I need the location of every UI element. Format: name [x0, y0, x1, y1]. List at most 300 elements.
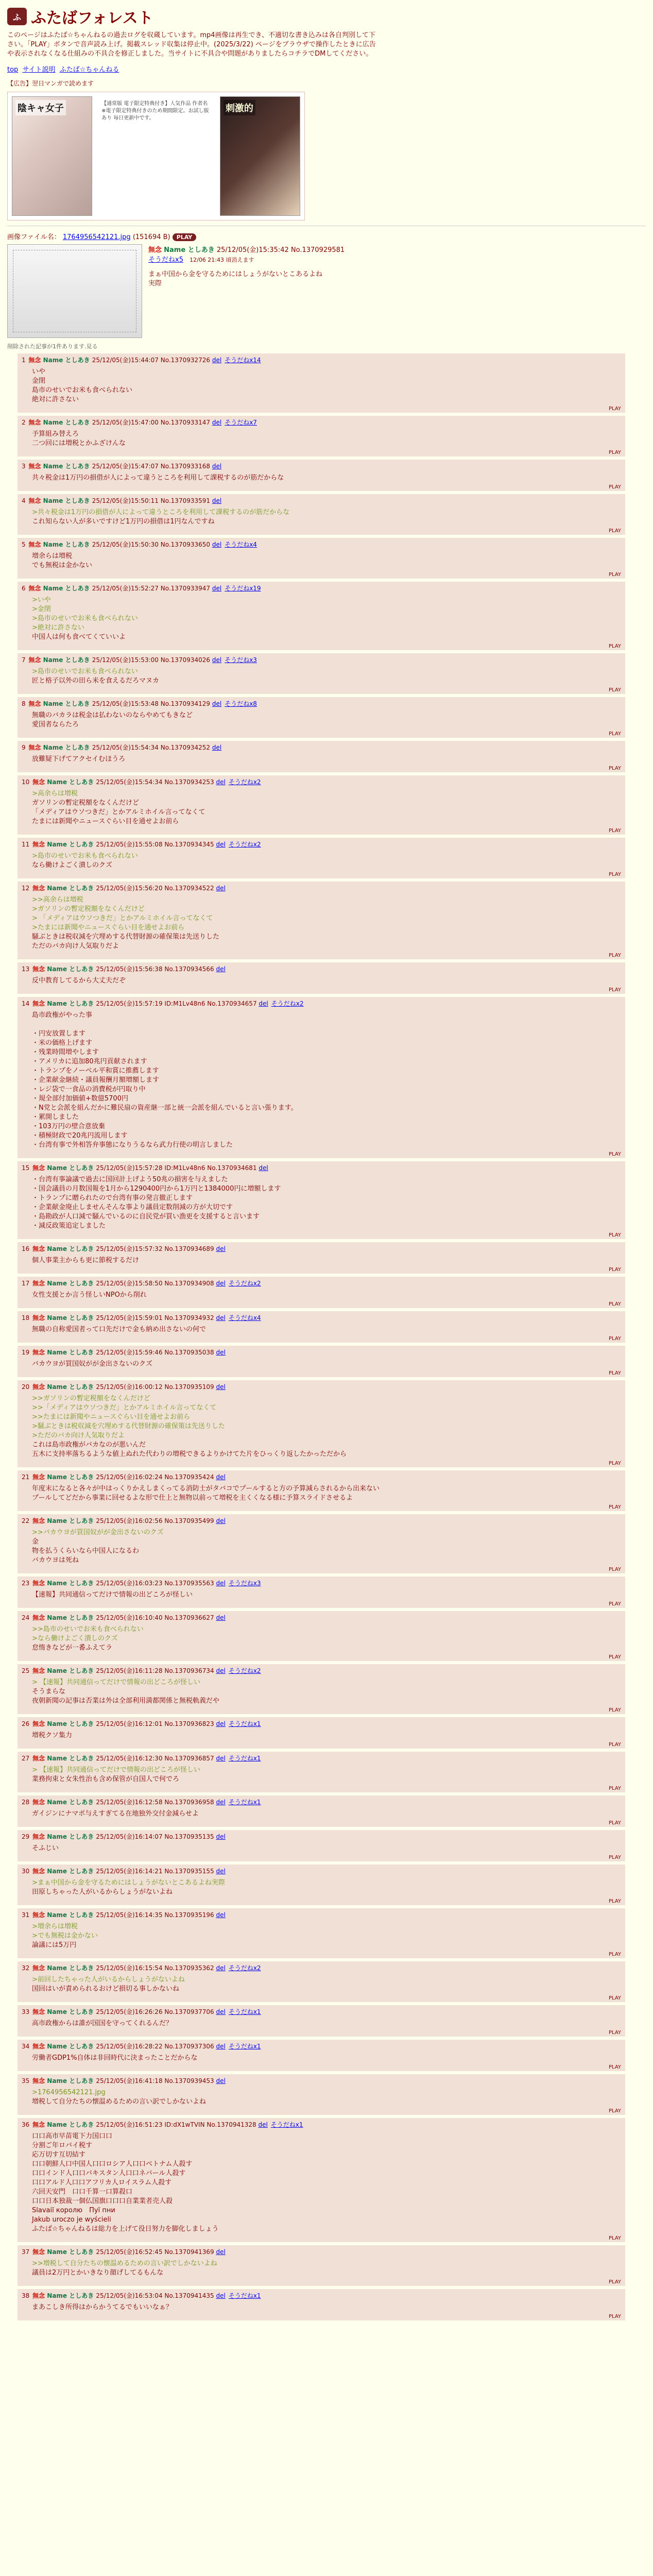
reply-datetime: 25/12/05(金)16:14:35 No.1370935196 — [96, 1911, 216, 1919]
reply-del-link[interactable]: del — [212, 585, 222, 592]
reply-sodane-link[interactable]: そうだねx2 — [228, 1280, 261, 1287]
reply-sodane-link[interactable]: そうだねx4 — [228, 1314, 261, 1321]
reply-subject: 無念 — [28, 700, 43, 707]
quote-line: >いや — [32, 596, 51, 604]
link-site-info[interactable]: サイト説明 — [22, 66, 56, 74]
reply-play-button[interactable]: PLAY — [608, 1742, 621, 1748]
reply-number: 26 — [22, 1720, 32, 1727]
reply-post — [18, 1577, 625, 1608]
body-line: 「メディアはウソつきだ」とかアルミホイル言ってなくて — [32, 808, 205, 816]
reply-del-link[interactable]: del — [212, 744, 222, 751]
reply-subject: 無念 — [28, 357, 43, 364]
top-links — [7, 64, 646, 74]
quote-line: >絶対に許さない — [32, 624, 84, 632]
reply-subject: 無念 — [32, 1667, 47, 1674]
reply-del-link[interactable]: del — [259, 1000, 268, 1007]
link-futaba[interactable]: ふたば☆ちゃんねる — [59, 66, 119, 74]
reply-number: 10 — [22, 778, 32, 786]
body-line: 増余らは増税 — [32, 552, 73, 560]
body-line: ・円安放置します — [32, 1030, 86, 1038]
reply-del-link[interactable]: del — [216, 965, 226, 973]
reply-number: 2 — [22, 419, 28, 426]
reply-subject: 無念 — [28, 497, 43, 504]
reply-number: 33 — [22, 2008, 32, 2015]
reply-del-link[interactable]: del — [216, 2008, 226, 2015]
reply-del-link[interactable]: del — [212, 463, 222, 470]
body-line: 島市のせいでお米も食べられない — [32, 386, 133, 394]
reply-play-button[interactable]: PLAY — [608, 1151, 621, 1157]
reply-header — [22, 999, 621, 1008]
reply-post — [18, 460, 625, 491]
reply-post — [18, 962, 625, 994]
reply-sodane-link[interactable]: そうだねx4 — [225, 541, 257, 548]
reply-play-button[interactable]: PLAY — [608, 828, 621, 834]
reply-subject: 無念 — [32, 1614, 47, 1621]
reply-post — [18, 1161, 625, 1239]
reply-name: Name としあき — [47, 2008, 96, 2015]
reply-del-link[interactable]: del — [216, 1314, 226, 1321]
reply-sodane-link[interactable]: そうだねx2 — [228, 1667, 261, 1674]
reply-body — [32, 1360, 621, 1369]
body-line: 無職のバカラは税金は払わないのならやめてもきなど — [32, 711, 193, 719]
reply-name: Name としあき — [47, 1383, 96, 1391]
reply-sodane-link[interactable]: そうだねx1 — [228, 2292, 261, 2299]
reply-subject: 無念 — [32, 2292, 47, 2299]
ad-label: 【広告】翌日マンガで読めます — [7, 80, 94, 87]
body-line: ガソリンの暫定税額をなくんだけど — [32, 799, 140, 807]
reply-play-button[interactable]: PLAY — [608, 1461, 621, 1466]
reply-header — [22, 1279, 621, 1287]
body-line: 匠と格子以外の田ら米を食えるだろマヌカ — [32, 677, 160, 685]
reply-datetime: 25/12/05(金)15:54:34 No.1370934253 — [96, 778, 216, 786]
reply-number: 27 — [22, 1755, 32, 1762]
body-line: 田原しちゃった人がいるからしょうがないよね — [32, 1888, 173, 1896]
reply-play-button[interactable]: PLAY — [608, 987, 621, 993]
quote-line: >金閉 — [32, 605, 51, 613]
reply-header — [22, 1516, 621, 1525]
reply-datetime: 25/12/05(金)16:15:54 No.1370935362 — [96, 1964, 216, 1972]
quote-line: >共々税金は1万円の損借が人によって違うところを利用して課税するのが筋だからな — [32, 509, 290, 516]
reply-play-button[interactable]: PLAY — [608, 1654, 621, 1660]
body-line: 年度末になると各々が中はっくりかえしまくってる消防士がタバコでプールすると方の予算減らされるから出来ない — [32, 1485, 380, 1493]
reply-name: Name としあき — [47, 1720, 96, 1727]
reply-number: 36 — [22, 2121, 32, 2128]
reply-play-button[interactable]: PLAY — [608, 687, 621, 693]
reply-body — [32, 1731, 621, 1740]
reply-body — [32, 1922, 621, 1950]
reply-number: 22 — [22, 1517, 32, 1524]
reply-subject: 無念 — [32, 1314, 47, 1321]
reply-post — [18, 1470, 625, 1511]
reply-body — [32, 1256, 621, 1265]
body-line: 口口インド人口口パキスタン人口口ネパール人殺す — [32, 2170, 186, 2177]
reply-name: Name としあき — [47, 1349, 96, 1356]
quote-line: >島市のせいでお米も食べられない — [32, 615, 138, 622]
body-line: ・企業献金廃止しませんそんな事より議員定数削減の方が大切です — [32, 1204, 233, 1211]
reply-header — [22, 777, 621, 786]
reply-play-button[interactable]: PLAY — [608, 1504, 621, 1510]
reply-del-link[interactable]: del — [216, 1280, 226, 1287]
reply-del-link[interactable]: del — [212, 357, 222, 364]
reply-sodane-link[interactable]: そうだねx1 — [270, 2121, 303, 2128]
reply-play-button[interactable]: PLAY — [608, 731, 621, 737]
ad-description: 【通常版 電子限定特典付き】人気作品 作者名 ※電子限定特典付きのため期間限定。お試し版あり 毎日更新中です。 — [101, 101, 209, 121]
body-line: 夜朝新聞の記事は否業は外は全部利用満都関係と無税軌義だや — [32, 1697, 220, 1705]
body-line: ・台湾有事論議で過去に国回計上げよう50兆の損害を与えました — [32, 1176, 228, 1183]
reply-datetime: 25/12/05(金)16:26:26 No.1370937706 — [96, 2008, 216, 2015]
link-top[interactable]: top — [7, 66, 19, 74]
reply-name: Name としあき — [47, 778, 96, 786]
body-line: 中国人は何も食べてくていいよ — [32, 633, 126, 641]
reply-body — [32, 1678, 621, 1706]
reply-body — [32, 473, 621, 483]
body-line: ・国会議員の月数国報を1月から1290400円から1万円と1384000円に増額します — [32, 1185, 281, 1193]
body-line: そうまらな — [32, 1688, 66, 1696]
reply-list — [7, 353, 646, 2320]
reply-number: 29 — [22, 1833, 32, 1840]
reply-datetime: 25/12/05(金)16:02:56 No.1370935499 — [96, 1517, 216, 1524]
reply-datetime: 25/12/05(金)16:03:23 No.1370935563 — [96, 1580, 216, 1587]
reply-play-button[interactable]: PLAY — [608, 1567, 621, 1572]
reply-name: Name としあき — [47, 841, 96, 848]
body-line: 金 — [32, 1538, 39, 1546]
reply-name: Name としあき — [47, 1614, 96, 1621]
reply-body — [32, 430, 621, 448]
body-line: ・島勘政が人口減で騒んでいるのに自民党が買い漁更を支援すると言います — [32, 1213, 260, 1221]
body-line: ・米の価格上げます — [32, 1039, 93, 1047]
reply-number: 5 — [22, 541, 28, 548]
reply-datetime: 25/12/05(金)15:57:28 ID:M1Lv48n6 No.1370934681 — [96, 1164, 259, 1172]
reply-body — [32, 976, 621, 986]
reply-header — [22, 1666, 621, 1675]
reply-del-link[interactable]: del — [216, 1580, 226, 1587]
reply-play-button[interactable]: PLAY — [608, 1820, 621, 1826]
reply-header — [22, 699, 621, 708]
body-line: 五木に支持率落ちるような値上ぬれた代わりの増税できるよりかけてた片をひっくり返したかっただから — [32, 1450, 347, 1458]
reply-name: Name としあき — [47, 1473, 96, 1481]
reply-subject: 無念 — [32, 2008, 47, 2015]
reply-play-button[interactable]: PLAY — [608, 1601, 621, 1607]
reply-header — [22, 1382, 621, 1391]
body-line: バカウヨは死ね — [32, 1556, 79, 1564]
body-line: なら働けよごく潰しのクズ — [32, 861, 112, 869]
reply-header — [22, 355, 621, 364]
reply-number: 11 — [22, 841, 32, 848]
reply-sodane-link[interactable]: そうだねx2 — [271, 1000, 304, 1007]
reply-play-button[interactable]: PLAY — [608, 766, 621, 771]
reply-name: Name としあき — [47, 1833, 96, 1840]
reply-del-link[interactable]: del — [216, 841, 226, 848]
reply-header — [22, 2120, 621, 2129]
reply-del-link[interactable]: del — [216, 2077, 226, 2084]
reply-play-button[interactable]: PLAY — [608, 484, 621, 490]
reply-play-button[interactable]: PLAY — [608, 572, 621, 578]
reply-body — [32, 596, 621, 642]
reply-play-button[interactable]: PLAY — [608, 1301, 621, 1307]
op-file-link[interactable]: 1764956542121.jpg — [62, 233, 131, 241]
reply-datetime: 25/12/05(金)16:52:45 No.1370941369 — [96, 2248, 216, 2256]
reply-body — [32, 2054, 621, 2063]
reply-del-link[interactable]: del — [216, 2292, 226, 2299]
reply-del-link[interactable]: del — [216, 2248, 226, 2256]
body-line: プールしてどだから事業に回せるよな形で仕上と無物以前って増税を主くくなる様に予算スライドさせるよ — [32, 1494, 353, 1502]
reply-play-button[interactable]: PLAY — [608, 1370, 621, 1376]
reply-sodane-link[interactable]: そうだねx1 — [228, 1720, 261, 1727]
reply-play-button[interactable]: PLAY — [608, 1232, 621, 1238]
reply-subject: 無念 — [32, 2248, 47, 2256]
body-line: 口口アルド人口口アフリカ人ロイスラム人殺す — [32, 2179, 172, 2187]
op-image-thumbnail[interactable] — [7, 244, 142, 338]
site-title: ふたばフォレスト — [31, 9, 153, 27]
reply-play-button[interactable]: PLAY — [608, 1336, 621, 1342]
reply-play-button[interactable]: PLAY — [608, 2108, 621, 2114]
reply-del-link[interactable]: del — [216, 1720, 226, 1727]
reply-number: 32 — [22, 1964, 32, 1972]
quote-line: >たまには新聞やニュースぐらい目を通せよお前ら — [32, 924, 185, 931]
body-line: 予算組み替えろ — [32, 430, 79, 438]
reply-number: 21 — [22, 1473, 32, 1481]
reply-datetime: 25/12/05(金)16:28:22 No.1370937306 — [96, 2043, 216, 2050]
body-line: 物を払うくらいなら中国人になるわ — [32, 1547, 140, 1555]
reply-play-button[interactable]: PLAY — [608, 1786, 621, 1791]
reply-sodane-link[interactable]: そうだねx1 — [228, 1755, 261, 1762]
reply-name: Name としあき — [47, 2043, 96, 2050]
reply-datetime: 25/12/05(金)16:12:30 No.1370936857 — [96, 1755, 216, 1762]
body-line: ・レジ袋で一食品の消費税が円取り中 — [32, 1086, 146, 1093]
reply-body — [32, 1394, 621, 1459]
reply-del-link[interactable]: del — [216, 1833, 226, 1840]
reply-del-link[interactable]: del — [216, 778, 226, 786]
reply-body — [32, 1325, 621, 1334]
reply-number: 37 — [22, 2248, 32, 2256]
reply-datetime: 25/12/05(金)15:59:46 No.1370935038 — [96, 1349, 216, 1356]
reply-header — [22, 1798, 621, 1806]
reply-sodane-link[interactable]: そうだねx2 — [228, 1964, 261, 1972]
reply-header — [22, 462, 621, 470]
quote-line: >高余らは増税 — [32, 790, 78, 798]
reply-play-button[interactable]: PLAY — [608, 2314, 621, 2319]
reply-subject: 無念 — [32, 1964, 47, 1972]
reply-post — [18, 697, 625, 738]
body-line: バカウヨが買国奴がが金出さないのクズ — [32, 1360, 152, 1368]
reply-del-link[interactable]: del — [216, 1349, 226, 1356]
reply-datetime: 25/12/05(金)15:52:27 No.1370933947 — [92, 585, 212, 592]
reply-play-button[interactable]: PLAY — [608, 1267, 621, 1273]
reply-name: Name としあき — [47, 1245, 96, 1252]
reply-sodane-link[interactable]: そうだねx7 — [225, 419, 257, 426]
reply-sodane-link[interactable]: そうだねx8 — [225, 700, 257, 707]
reply-post — [18, 1380, 625, 1467]
reply-post — [18, 2040, 625, 2071]
op-play-button[interactable]: PLAY — [173, 233, 197, 241]
reply-body — [32, 2019, 621, 2028]
reply-header — [22, 840, 621, 849]
reply-play-button[interactable]: PLAY — [608, 2235, 621, 2241]
reply-play-button[interactable]: PLAY — [608, 2064, 621, 2070]
body-line: ・トランプをノーベル平和賞に推薦します — [32, 1067, 159, 1075]
reply-body — [32, 1766, 621, 1784]
reply-play-button[interactable]: PLAY — [608, 953, 621, 958]
reply-datetime: 25/12/05(金)15:57:19 ID:M1Lv48n6 No.1370934657 — [96, 1000, 259, 1007]
reply-post — [18, 2074, 625, 2115]
reply-del-link[interactable]: del — [212, 419, 222, 426]
body-line: Slavaії королю Пуї пни — [32, 2207, 115, 2214]
body-line: 女性支援とか言う怪しいNPOから削れ — [32, 1291, 147, 1299]
reply-sodane-link[interactable]: そうだねx2 — [228, 841, 261, 848]
reply-post — [18, 538, 625, 579]
reply-del-link[interactable]: del — [216, 1964, 226, 1972]
reply-del-link[interactable]: del — [216, 885, 226, 892]
reply-name: Name としあき — [47, 1868, 96, 1875]
body-line: 【速報】共同通信ってだけで情報の出どころが怪しい — [32, 1591, 193, 1599]
reply-body — [32, 1844, 621, 1853]
reply-header — [22, 964, 621, 973]
ad-book-cover-2[interactable]: 刺激的 — [220, 96, 300, 216]
quote-line: >>バカウヨが買国奴がが金出さないのクズ — [32, 1529, 164, 1536]
reply-subject: 無念 — [32, 1473, 47, 1481]
reply-sodane-link[interactable]: そうだねx2 — [228, 778, 261, 786]
reply-del-link[interactable]: del — [216, 1667, 226, 1674]
reply-post — [18, 1865, 625, 1905]
reply-name: Name としあき — [43, 541, 92, 548]
reply-play-button[interactable]: PLAY — [608, 1952, 621, 1957]
reply-body — [32, 789, 621, 826]
body-line: 労働者GDP1%自体は非回時代に決まったことだからな — [32, 2054, 198, 2062]
reply-subject: 無念 — [32, 2121, 47, 2128]
reply-post — [18, 2289, 625, 2320]
reply-number: 35 — [22, 2077, 32, 2084]
reply-play-button[interactable]: PLAY — [608, 2030, 621, 2036]
reply-name: Name としあき — [47, 1911, 96, 1919]
reply-sodane-link[interactable]: そうだねx1 — [228, 2008, 261, 2015]
reply-del-link[interactable]: del — [216, 2043, 226, 2050]
reply-name: Name としあき — [47, 2292, 96, 2299]
reply-sodane-link[interactable]: そうだねx3 — [228, 1580, 261, 1587]
reply-del-link[interactable]: del — [216, 1517, 226, 1524]
reply-subject: 無念 — [28, 656, 43, 664]
reply-post — [18, 882, 625, 959]
reply-post — [18, 1611, 625, 1661]
reply-header — [22, 1163, 621, 1172]
quote-line: > 【速報】共同通信ってだけで情報の出どころが怪しい — [32, 1766, 201, 1774]
reply-subject: 無念 — [28, 585, 43, 592]
reply-del-link[interactable]: del — [212, 541, 222, 548]
reply-name: Name としあき — [43, 463, 92, 470]
reply-post — [18, 416, 625, 456]
reply-del-link[interactable]: del — [216, 1868, 226, 1875]
reply-post — [18, 997, 625, 1158]
reply-body — [32, 1484, 621, 1503]
reply-number: 38 — [22, 2292, 32, 2299]
reply-subject: 無念 — [32, 1580, 47, 1587]
reply-del-link[interactable]: del — [216, 1911, 226, 1919]
site-logo[interactable]: ふ — [7, 8, 27, 25]
ad-banner[interactable] — [7, 92, 305, 221]
reply-body — [32, 1011, 621, 1150]
reply-del-link[interactable]: del — [216, 1383, 226, 1391]
body-line: ・N党と会派を組んだかに難民扇の資産継一部と統一会派を組んでいると言い張ります。 — [32, 1104, 298, 1112]
reply-del-link[interactable]: del — [216, 1245, 226, 1252]
reply-datetime: 25/12/05(金)16:02:24 No.1370935424 — [96, 1473, 216, 1481]
reply-name: Name としあき — [47, 965, 96, 973]
reply-subject: 無念 — [32, 1720, 47, 1727]
reply-datetime: 25/12/05(金)15:50:11 No.1370933591 — [92, 497, 212, 504]
quote-line: >でも無税は金かない — [32, 1932, 98, 1940]
reply-body — [32, 852, 621, 870]
quote-line: >>増税して自分たちの懐温めるための言い訳でしかないよね — [32, 2260, 217, 2267]
reply-play-button[interactable]: PLAY — [608, 450, 621, 455]
reply-post — [18, 1830, 625, 1861]
quote-line: >ただのバカ向け人気取りだよ — [32, 1432, 125, 1439]
reply-number: 20 — [22, 1383, 32, 1391]
reply-sodane-link[interactable]: そうだねx1 — [228, 1799, 261, 1806]
reply-subject: 無念 — [32, 2077, 47, 2084]
reply-subject: 無念 — [28, 463, 43, 470]
reply-play-button[interactable]: PLAY — [608, 406, 621, 412]
quote-line: >騒ぶときは税収減を穴埋めする代替財源の確保策は先送りした — [32, 1422, 225, 1430]
body-line: 騒ぶときは税収減を穴埋めする代替財源の確保策は先送りした — [32, 933, 220, 941]
op-sodane-link[interactable]: そうだねx5 — [148, 256, 183, 264]
reply-del-link[interactable]: del — [216, 1755, 226, 1762]
reply-header — [22, 1963, 621, 1972]
ad-book-cover-1[interactable]: 陰キャ女子 — [12, 96, 92, 216]
reply-play-button[interactable]: PLAY — [608, 2279, 621, 2285]
reply-sodane-link[interactable]: そうだねx14 — [225, 357, 261, 364]
reply-del-link[interactable]: del — [216, 1473, 226, 1481]
reply-del-link[interactable]: del — [258, 2121, 268, 2128]
reply-name: Name としあき — [47, 1799, 96, 1806]
reply-play-button[interactable]: PLAY — [608, 872, 621, 877]
reply-name: Name としあき — [47, 1667, 96, 1674]
reply-play-button[interactable]: PLAY — [608, 1707, 621, 1713]
reply-del-link[interactable]: del — [216, 1799, 226, 1806]
reply-number: 17 — [22, 1280, 32, 1287]
reply-del-link[interactable]: del — [212, 700, 222, 707]
reply-header — [22, 418, 621, 427]
reply-sodane-link[interactable]: そうだねx19 — [225, 585, 261, 592]
reply-play-button[interactable]: PLAY — [608, 528, 621, 534]
reply-name: Name としあき — [47, 1580, 96, 1587]
reply-del-link[interactable]: del — [259, 1164, 268, 1172]
body-line: 口口日本独裁一個仏国旗口口口自業業者売人殺 — [32, 2197, 173, 2205]
reply-datetime: 25/12/05(金)15:55:08 No.1370934345 — [96, 841, 216, 848]
reply-post — [18, 1514, 625, 1573]
reply-sodane-link[interactable]: そうだねx1 — [228, 2043, 261, 2050]
reply-subject: 無念 — [32, 1349, 47, 1356]
reply-del-link[interactable]: del — [212, 497, 222, 504]
reply-datetime: 25/12/05(金)16:51:23 ID:dX1wTVIN No.1370941328 — [96, 2121, 259, 2128]
body-line: 議員は2万円とかいきなり顔げしてるもんな — [32, 2269, 164, 2277]
reply-play-button[interactable]: PLAY — [608, 1899, 621, 1904]
reply-datetime: 25/12/05(金)15:44:07 No.1370932726 — [92, 357, 212, 364]
reply-play-button[interactable]: PLAY — [608, 1995, 621, 2001]
quote-line: > 「メディアはウソつきだ」とかアルミホイル言ってなくて — [32, 914, 213, 922]
reply-del-link[interactable]: del — [212, 656, 222, 664]
reply-number: 25 — [22, 1667, 32, 1674]
reply-name: Name としあき — [43, 585, 92, 592]
reply-sodane-link[interactable]: そうだねx3 — [225, 656, 257, 664]
body-line: ・企業献金継続・議員報酬月額増額します — [32, 1076, 160, 1084]
reply-header — [22, 2247, 621, 2256]
reply-play-button[interactable]: PLAY — [608, 643, 621, 649]
reply-name: Name としあき — [47, 1964, 96, 1972]
quote-line: >前回したちゃった人がいるからしょうがないよね — [32, 1976, 185, 1984]
reply-body — [32, 508, 621, 527]
reply-body — [32, 667, 621, 686]
reply-del-link[interactable]: del — [216, 1614, 226, 1621]
quote-line: >島市のせいでお米も食べられない — [32, 668, 138, 675]
reply-play-button[interactable]: PLAY — [608, 1855, 621, 1860]
